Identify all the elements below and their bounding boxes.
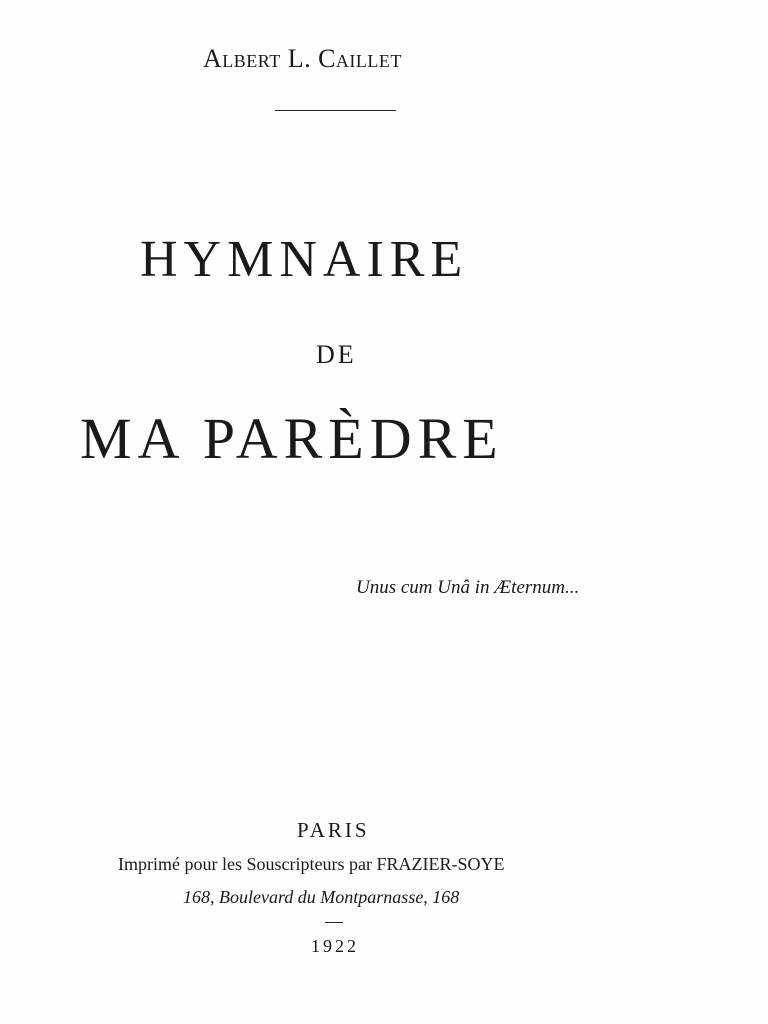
imprint-city: PARIS [297,818,370,842]
divider-rule [275,110,396,111]
imprint-printer: Imprimé pour les Souscripteurs par FRAZIER-SOYE [118,854,505,874]
imprint-year: 1922 [311,936,359,956]
author-name: Albert L. Caillet [203,44,402,73]
book-title-line-1: HYMNAIRE [140,231,469,288]
epigraph: Unus cum Unâ in Æternum... [356,577,580,598]
book-title-line-3: MA PARÈDRE [80,406,504,471]
book-title-line-2: DE [316,340,357,369]
imprint-address: 168, Boulevard du Montparnasse, 168 [183,887,460,907]
divider-dash [325,922,343,923]
